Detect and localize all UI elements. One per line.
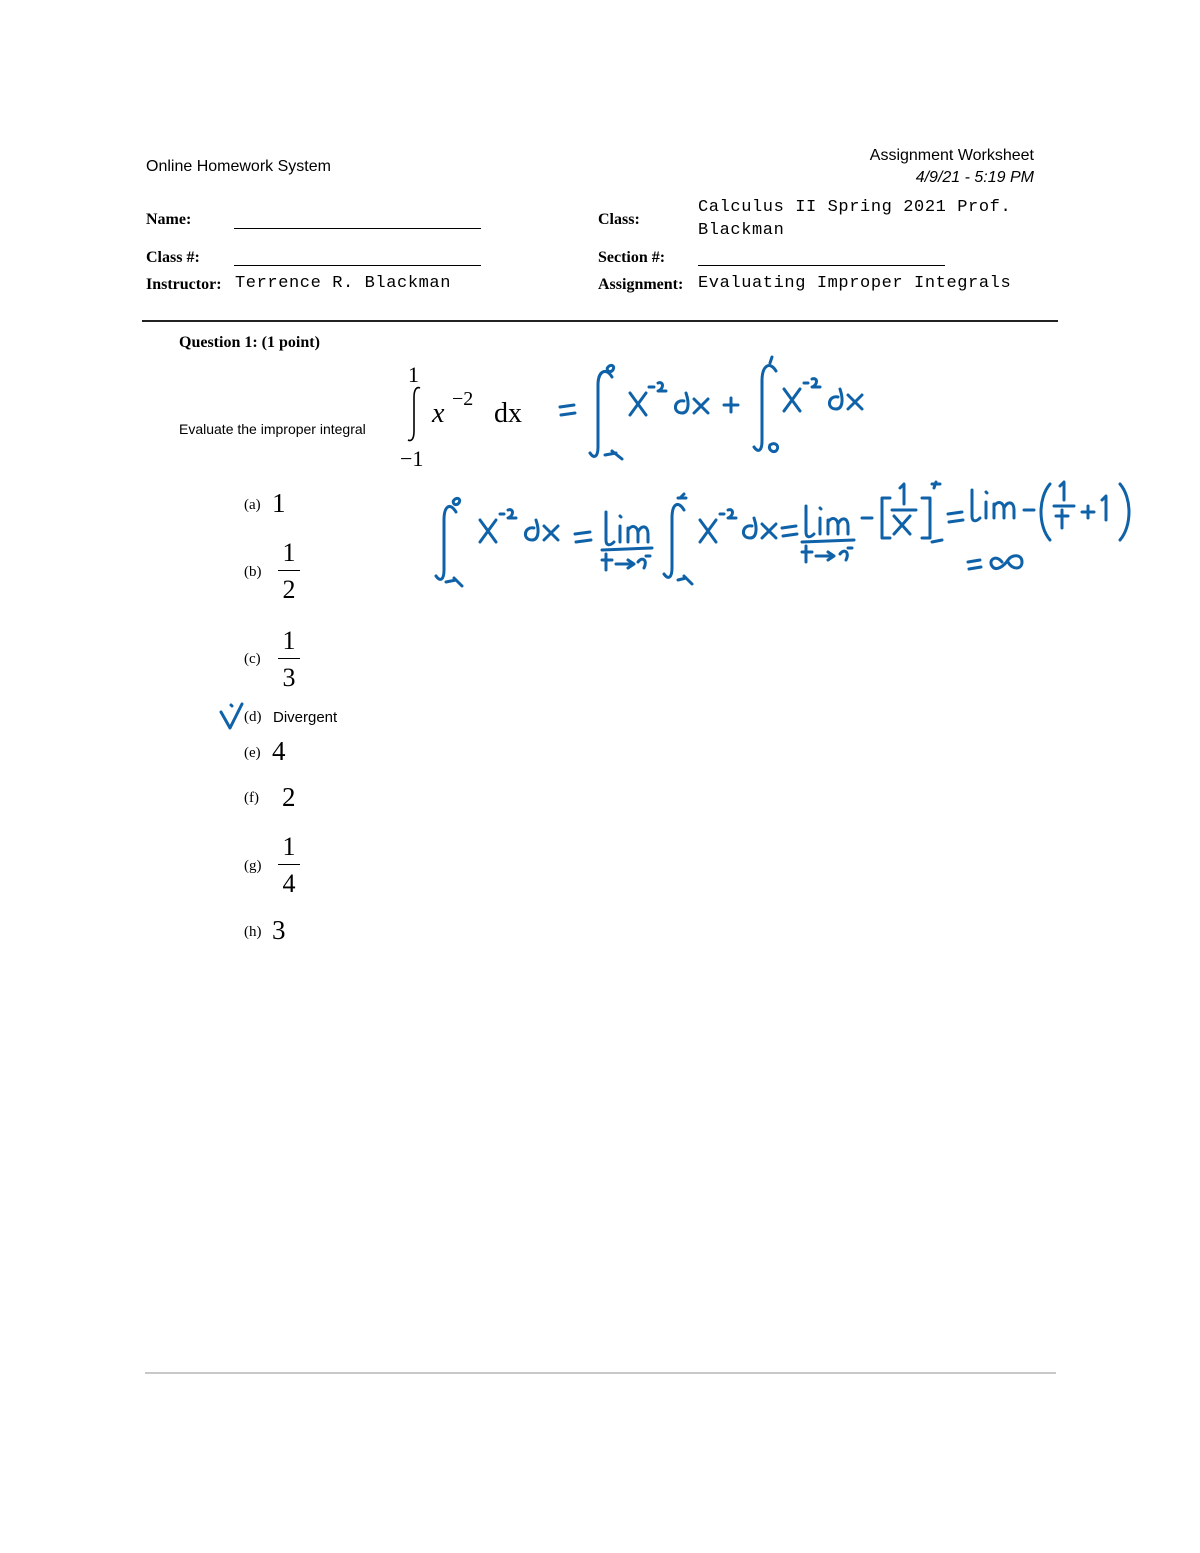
choice-c-denominator: 3	[282, 663, 296, 692]
choice-d-label[interactable]: (d)	[244, 709, 262, 725]
doc-type: Assignment Worksheet	[869, 147, 1034, 164]
choice-e-label[interactable]: (e)	[244, 745, 261, 761]
footer-divider	[145, 1372, 1056, 1374]
integral-sign-icon	[404, 385, 426, 443]
integral-exponent: −2	[452, 388, 474, 410]
choice-c-label[interactable]: (c)	[244, 651, 261, 667]
fraction-bar	[278, 658, 300, 659]
choice-b-fraction	[276, 540, 302, 603]
choice-f-value: 2	[282, 782, 296, 812]
header-divider	[142, 320, 1058, 322]
choice-g-fraction	[276, 834, 302, 897]
choice-b-numerator: 1	[282, 538, 296, 567]
fraction-bar	[278, 864, 300, 865]
integral-base: x	[432, 398, 445, 429]
system-name: Online Homework System	[146, 158, 331, 175]
class-num-blank	[234, 265, 481, 266]
choice-b-label[interactable]: (b)	[244, 564, 262, 580]
choice-g-numerator: 1	[282, 832, 296, 861]
choice-a-label[interactable]: (a)	[244, 497, 261, 513]
choice-f-label[interactable]: (f)	[244, 790, 259, 806]
name-blank	[234, 228, 481, 229]
choice-d-value: Divergent	[273, 709, 338, 726]
section-blank	[698, 265, 945, 266]
question-title: Question 1: (1 point)	[179, 334, 320, 351]
integral-upper: 1	[408, 362, 419, 387]
question-prompt: Evaluate the improper integral	[179, 421, 366, 437]
choice-h-value: 3	[272, 915, 286, 945]
choice-c-numerator: 1	[282, 626, 296, 655]
name-label: Name:	[146, 211, 192, 228]
integral-differential: dx	[494, 398, 522, 429]
class-num-label: Class #:	[146, 249, 200, 266]
assignment-label: Assignment:	[598, 276, 684, 293]
choice-c-fraction	[276, 628, 302, 691]
fraction-bar	[278, 570, 300, 571]
choice-g-label[interactable]: (g)	[244, 858, 262, 874]
assignment-value: Evaluating Improper Integrals	[698, 274, 1012, 293]
choice-b-denominator: 2	[282, 575, 296, 604]
section-label: Section #:	[598, 249, 666, 266]
timestamp: 4/9/21 - 5:19 PM	[915, 169, 1034, 186]
handwritten-split-integrals	[550, 355, 870, 465]
choice-g-denominator: 4	[282, 869, 296, 898]
integral-lower: −1	[400, 446, 424, 471]
class-value-line1: Calculus II Spring 2021 Prof.	[698, 198, 1012, 217]
handwritten-limit-work	[430, 470, 1150, 600]
choice-a-value: 1	[272, 488, 286, 518]
instructor-label: Instructor:	[146, 276, 222, 293]
choice-h-label[interactable]: (h)	[244, 924, 262, 940]
choice-e-value: 4	[272, 736, 286, 766]
class-value-line2: Blackman	[698, 221, 785, 240]
instructor-value: Terrence R. Blackman	[235, 274, 452, 293]
class-label: Class:	[598, 211, 640, 228]
